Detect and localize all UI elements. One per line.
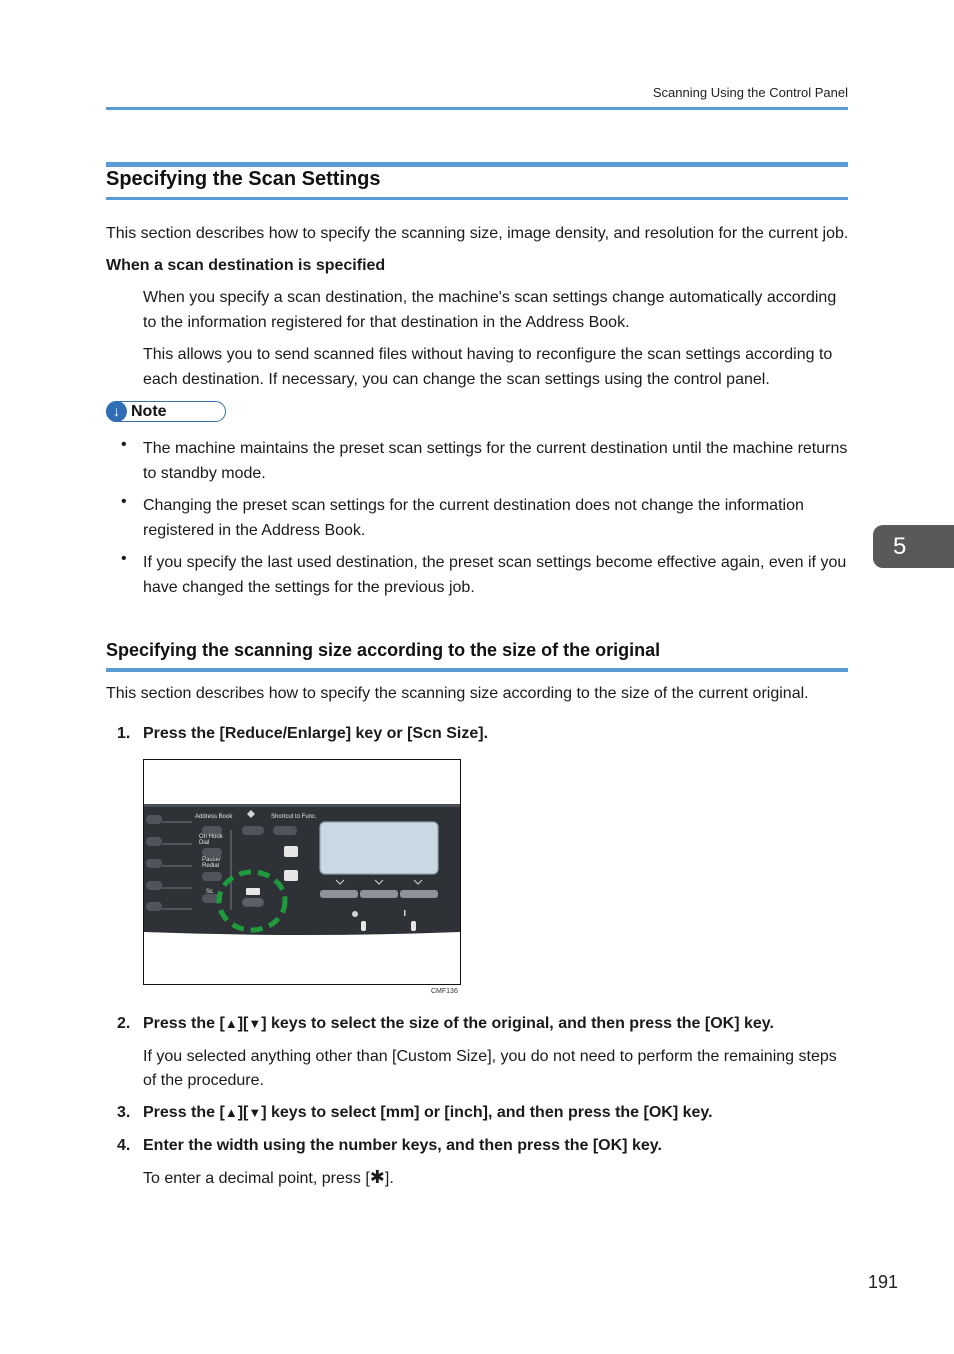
label-address-book: Address Book	[195, 814, 233, 820]
control-panel-illustration	[144, 760, 460, 984]
step-number: 3.	[117, 1104, 131, 1121]
note-badge	[106, 401, 226, 422]
subsection-rule	[106, 668, 848, 672]
section-title: Specifying the Scan Settings	[106, 168, 381, 190]
down-arrow-icon: ▼	[248, 1016, 262, 1031]
note-item-3-line2: have changed the settings for the previous job.	[143, 579, 475, 596]
header-rule	[106, 107, 848, 110]
bullet-icon: •	[121, 493, 127, 510]
note-item-1-line1: The machine maintains the preset scan settings for the current destination until the machine returns	[143, 440, 848, 457]
chapter-tab: 5	[873, 525, 954, 568]
step-4-detail: To enter a decimal point, press [✱].	[143, 1167, 394, 1187]
bullet-icon: •	[121, 436, 127, 453]
note-item-3-line1: If you specify the last used destination, the preset scan settings become effective again, even if you	[143, 554, 847, 571]
figure-caption: CMF136	[431, 988, 458, 995]
note-item-2-line1: Changing the preset scan settings for the current destination does not change the information	[143, 497, 804, 514]
para2-line2: each destination. If necessary, you can change the scan settings using the control panel.	[143, 371, 770, 388]
page-number: 191	[867, 1272, 898, 1292]
step-3-text: Press the [▲][▼] keys to select [mm] or [inch], and then press the [OK] key.	[143, 1104, 713, 1121]
control-panel-figure	[143, 759, 461, 985]
para1-line2: to the information registered for that destination in the Address Book.	[143, 314, 630, 331]
label-pause: Pause/	[202, 857, 221, 863]
up-arrow-icon: ▲	[224, 1105, 238, 1120]
running-header: Scanning Using the Control Panel	[652, 85, 848, 100]
para2-line1: This allows you to send scanned files without having to reconfigure the scan settings according to	[143, 346, 833, 363]
step-number: 2.	[117, 1015, 131, 1032]
label-scn: Sc	[206, 889, 214, 895]
down-arrow-icon: ↓	[106, 401, 127, 422]
label-dial: Dial	[199, 840, 210, 846]
asterisk-key-icon: ✱	[369, 1167, 385, 1187]
section-rule-top	[106, 162, 848, 167]
subsection-intro: This section describes how to specify the scanning size according to the size of the current original.	[106, 685, 809, 702]
step-number: 4.	[117, 1137, 131, 1154]
para1-line1: When you specify a scan destination, the machine's scan settings change automatically according	[143, 289, 837, 306]
step-2-text: Press the [▲][▼] keys to select the size of the original, and then press the [OK] key.	[143, 1015, 774, 1032]
note-item-2-line2: registered in the Address Book.	[143, 522, 366, 539]
label-shortcut: Shortcut to Func.	[271, 814, 317, 820]
step-4-text: Enter the width using the number keys, and then press the [OK] key.	[143, 1137, 662, 1154]
label-on-hook: On Hook	[199, 834, 223, 840]
down-arrow-icon: ▼	[248, 1105, 262, 1120]
step-2-detail-line2: of the procedure.	[143, 1072, 264, 1089]
step-number: 1.	[117, 725, 131, 742]
subsection-title: Specifying the scanning size according to the size of the original	[106, 640, 661, 660]
note-item-1-line2: to standby mode.	[143, 465, 266, 482]
label-redial: Redial	[202, 863, 220, 869]
subhead-destination: When a scan destination is specified	[106, 257, 386, 274]
up-arrow-icon: ▲	[224, 1016, 238, 1031]
note-label: Note	[131, 403, 167, 420]
section-intro: This section describes how to specify the scanning size, image density, and resolution for the current job.	[106, 225, 849, 242]
section-rule-bottom	[106, 197, 848, 200]
bullet-icon: •	[121, 550, 127, 567]
step-2-detail-line1: If you selected anything other than [Custom Size], you do not need to perform the remaining steps	[143, 1048, 837, 1065]
step-1-text: Press the [Reduce/Enlarge] key or [Scn Size].	[143, 725, 489, 742]
